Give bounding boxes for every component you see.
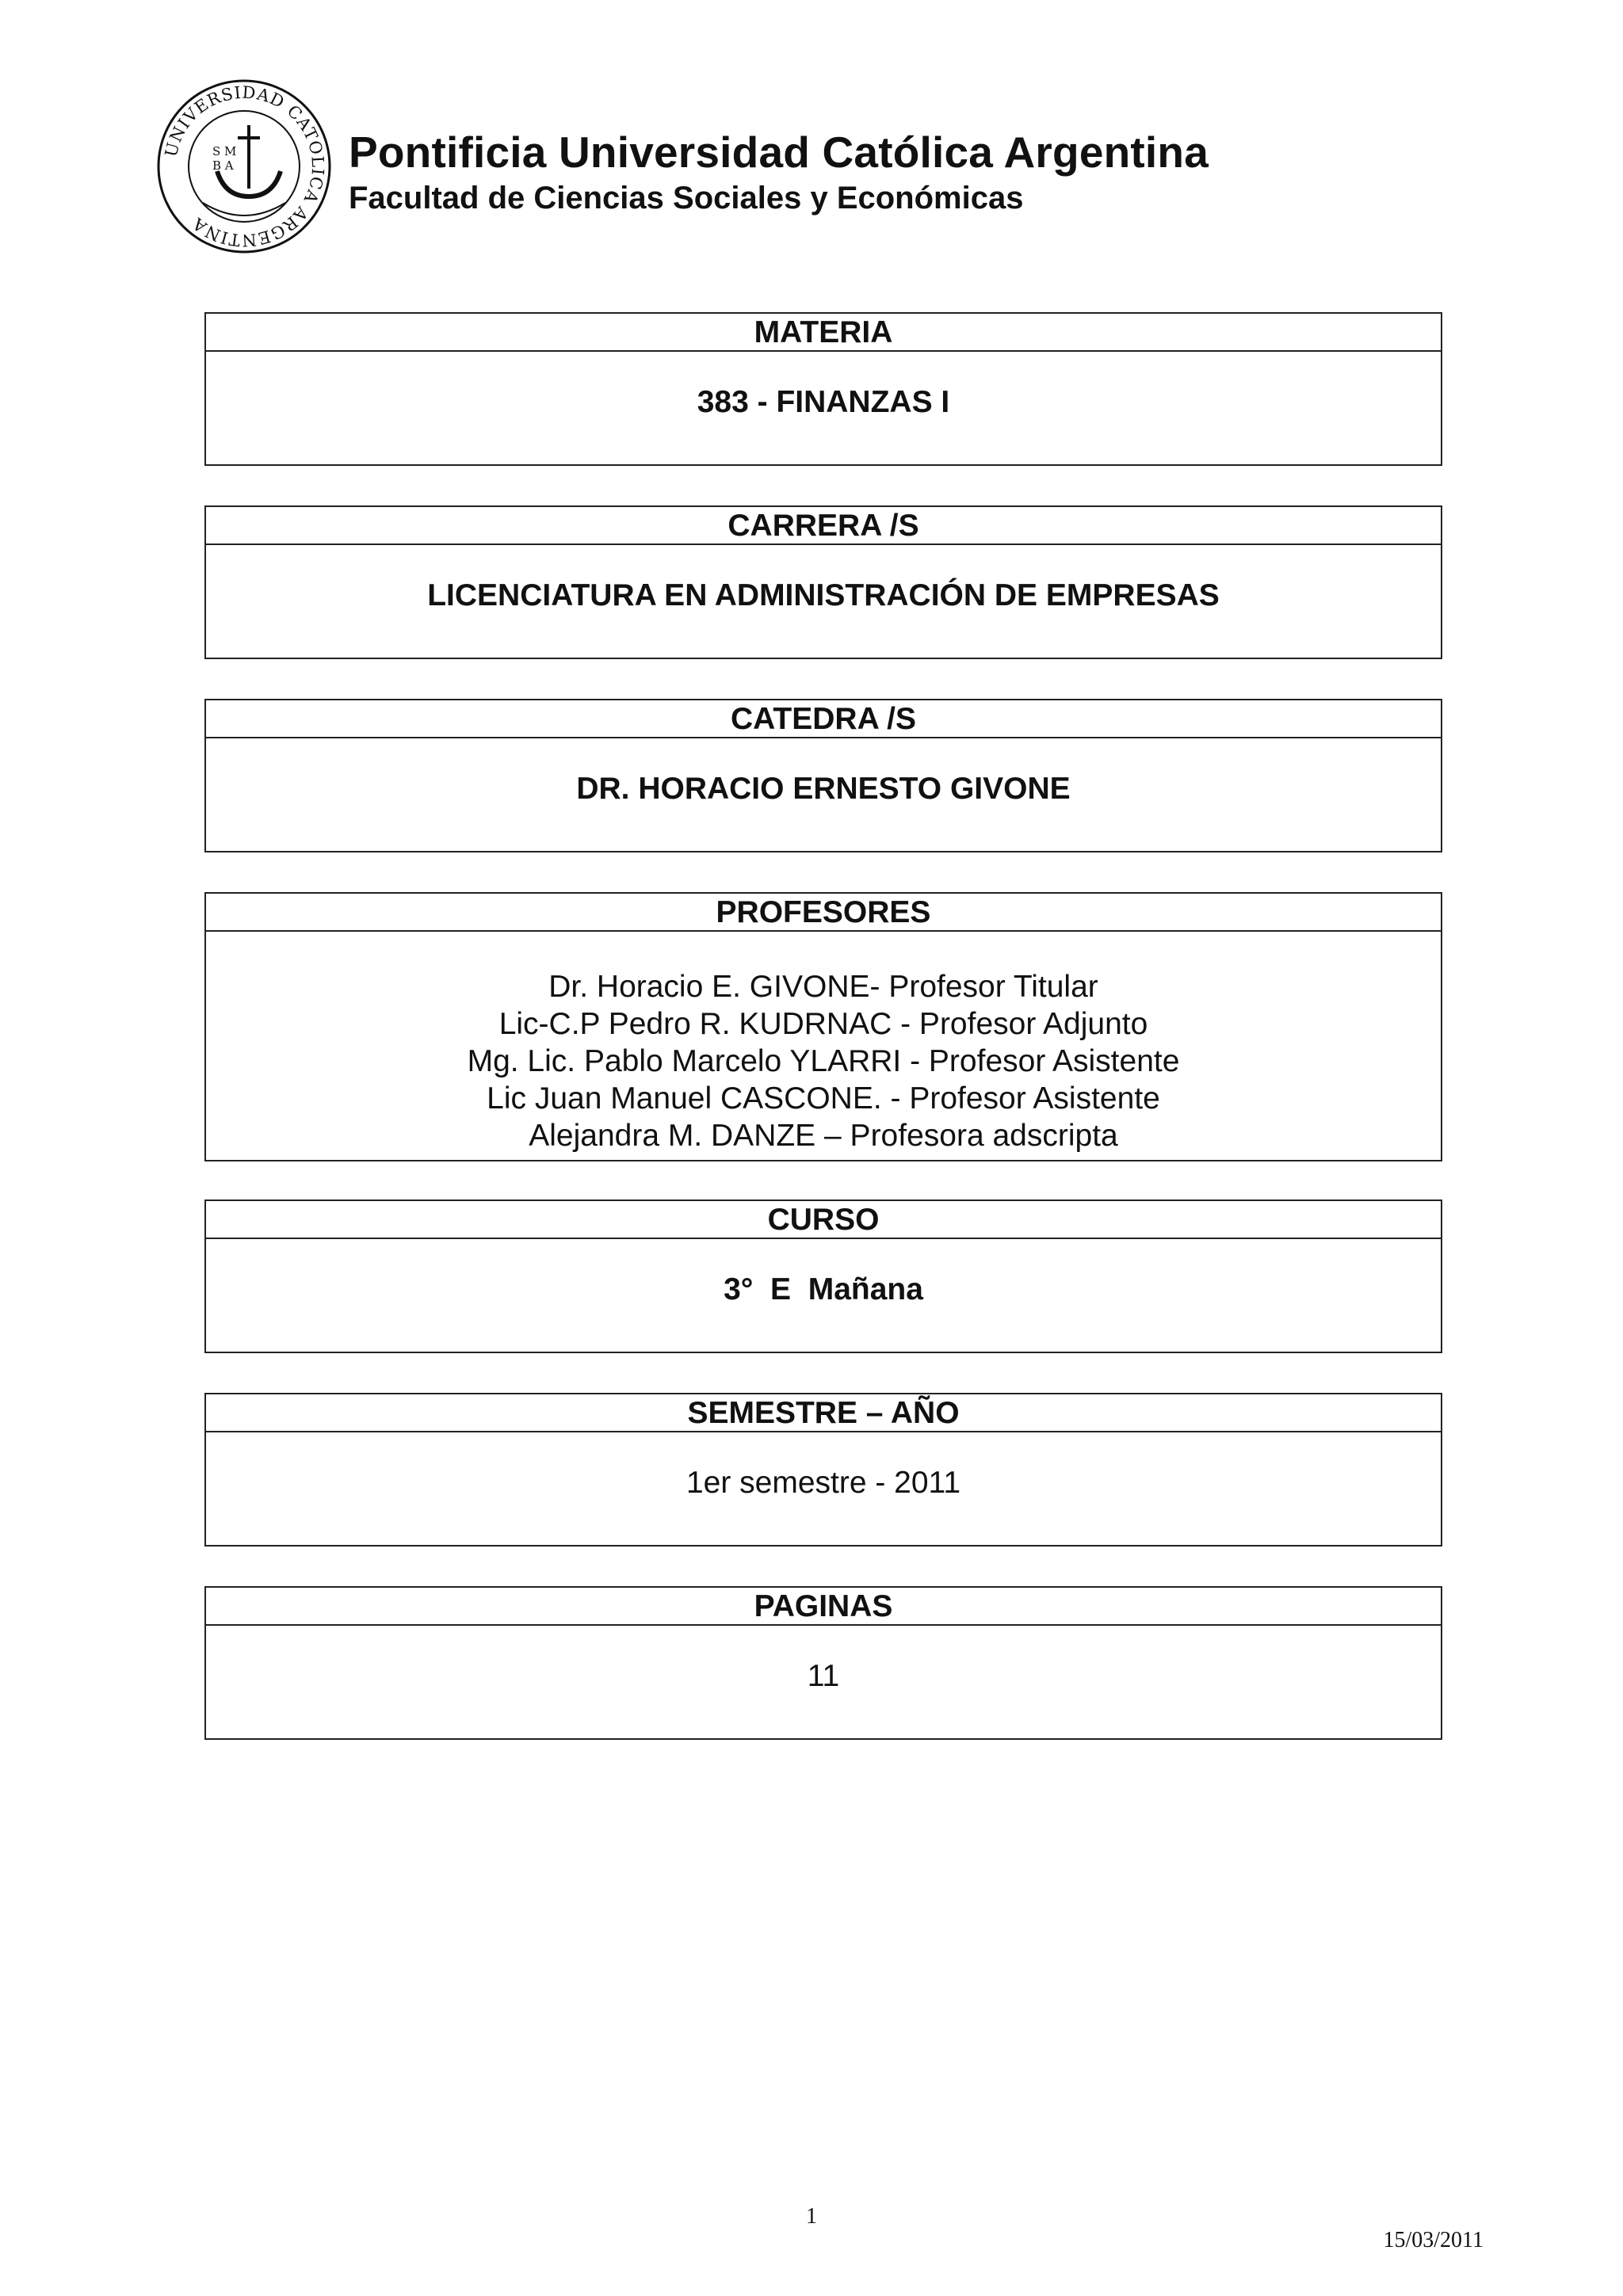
- section-semestre: [204, 1393, 1442, 1547]
- professor-item: Lic Juan Manuel CASCONE. - Profesor Asistente: [487, 1081, 1160, 1116]
- svg-text:UNIVERSIDAD CATOLICA ARGENTINA: UNIVERSIDAD CATOLICA ARGENTINA: [161, 82, 328, 250]
- section-label: PROFESORES: [206, 894, 1441, 932]
- section-value: 11: [807, 1659, 840, 1693]
- section-value: LICENCIATURA EN ADMINISTRACIÓN DE EMPRESAS: [427, 578, 1220, 612]
- page-number: 1: [806, 2204, 817, 2229]
- professor-item: Mg. Lic. Pablo Marcelo YLARRI - Profesor Asistente: [467, 1044, 1180, 1078]
- university-name: Pontificia Universidad Católica Argentina: [349, 128, 1209, 177]
- section-materia: [204, 312, 1442, 466]
- svg-text:S M: S M: [212, 144, 237, 158]
- section-label: SEMESTRE – AÑO: [206, 1394, 1441, 1432]
- section-value: 1er semestre - 2011: [685, 1466, 961, 1500]
- section-label: CARRERA /S: [206, 507, 1441, 545]
- section-profesores: [204, 892, 1442, 1161]
- svg-text:B A: B A: [212, 158, 234, 173]
- professor-list: [206, 932, 1441, 1154]
- section-value: DR. HORACIO ERNESTO GIVONE: [576, 772, 1071, 806]
- section-label: CURSO: [206, 1201, 1441, 1239]
- section-label: MATERIA: [206, 314, 1441, 352]
- section-value: 3° E Mañana: [724, 1272, 923, 1306]
- professor-item: Dr. Horacio E. GIVONE- Profesor Titular: [548, 970, 1098, 1004]
- professor-item: Lic-C.P Pedro R. KUDRNAC - Profesor Adjunto: [498, 1007, 1148, 1041]
- section-paginas: [204, 1586, 1442, 1740]
- professor-item: Alejandra M. DANZE – Profesora adscripta: [529, 1119, 1118, 1153]
- faculty-name: Facultad de Ciencias Sociales y Económicas: [349, 181, 1024, 215]
- university-seal-logo: [155, 78, 333, 255]
- section-label: CATEDRA /S: [206, 700, 1441, 738]
- section-value: 383 - FINANZAS I: [697, 385, 950, 419]
- section-label: PAGINAS: [206, 1588, 1441, 1626]
- section-catedra: [204, 699, 1442, 852]
- section-curso: [204, 1199, 1442, 1353]
- section-carrera: [204, 505, 1442, 659]
- footer-date: 15/03/2011: [1383, 2228, 1484, 2252]
- document-header: [349, 127, 1209, 216]
